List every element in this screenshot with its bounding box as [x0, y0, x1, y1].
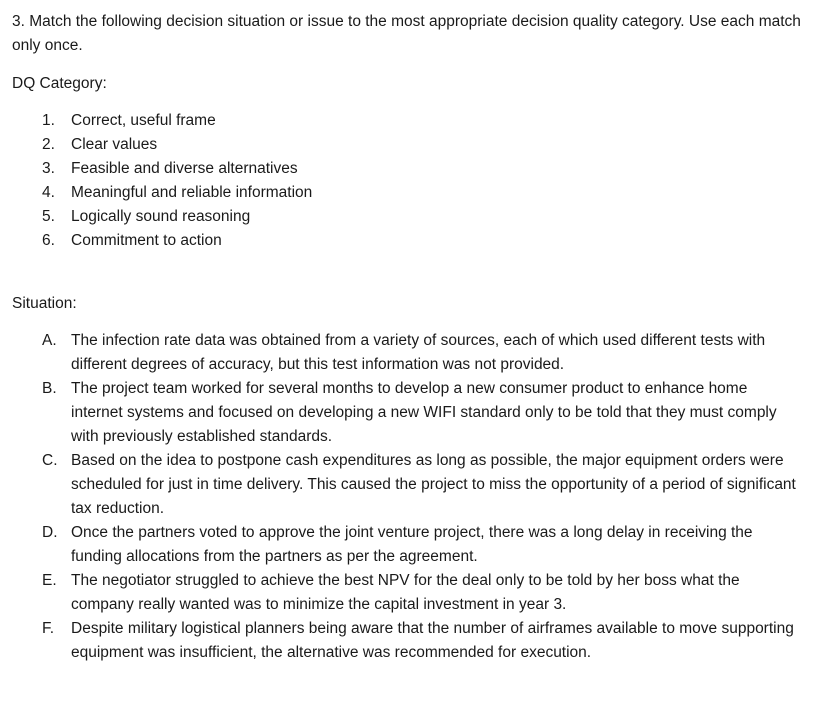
- dq-category-label: Feasible and diverse alternatives: [71, 160, 298, 177]
- list-marker: 6.: [42, 232, 55, 249]
- dq-category-label: Logically sound reasoning: [71, 208, 251, 225]
- dq-category-item: [42, 205, 312, 229]
- list-marker: A.: [42, 332, 57, 349]
- list-marker: D.: [42, 524, 58, 541]
- list-marker: E.: [42, 572, 57, 589]
- situation-text: The infection rate data was obtained from a variety of sources, each of which used different tests with different degrees of accuracy, but this test information was not provided.: [71, 332, 766, 373]
- dq-category-label: Meaningful and reliable information: [71, 184, 313, 201]
- dq-category-label: Clear values: [71, 136, 158, 153]
- dq-category-item: [42, 133, 312, 157]
- dq-category-label: Commitment to action: [71, 232, 222, 249]
- situation-heading: Situation:: [12, 295, 77, 312]
- list-marker: 4.: [42, 184, 55, 201]
- situation-text: Once the partners voted to approve the joint venture project, there was a long delay in receiving the funding allocations from the partners as per the agreement.: [71, 524, 753, 565]
- situation-item: [42, 377, 802, 449]
- situation-item: [42, 449, 802, 521]
- dq-category-heading: DQ Category:: [12, 75, 107, 92]
- list-marker: 2.: [42, 136, 55, 153]
- list-marker: 5.: [42, 208, 55, 225]
- situation-list: [42, 329, 802, 665]
- situation-item: [42, 617, 802, 665]
- dq-category-item: [42, 229, 312, 253]
- list-marker: C.: [42, 452, 58, 469]
- list-marker: 1.: [42, 112, 55, 129]
- list-marker: F.: [42, 620, 55, 637]
- situation-item: [42, 521, 802, 569]
- dq-category-item: [42, 181, 312, 205]
- situation-text: Despite military logistical planners being aware that the number of airframes available to move supporting equipment was insufficient, the alternative was recommended for execution.: [71, 620, 794, 661]
- dq-category-list: [42, 109, 312, 253]
- dq-category-item: [42, 109, 312, 133]
- situation-text: The project team worked for several months to develop a new consumer product to enhance home internet systems and focused on developing a new WIFI standard only to be told that they must comply with previously established standards.: [71, 380, 777, 445]
- list-marker: 3.: [42, 160, 55, 177]
- dq-category-item: [42, 157, 312, 181]
- list-marker: B.: [42, 380, 57, 397]
- situation-text: Based on the idea to postpone cash expenditures as long as possible, the major equipment orders were scheduled for just in time delivery. This caused the project to miss the opportunity of a period of significant tax reduction.: [71, 452, 796, 517]
- situation-item: [42, 569, 802, 617]
- dq-category-label: Correct, useful frame: [71, 112, 216, 129]
- situation-text: The negotiator struggled to achieve the best NPV for the deal only to be told by her boss what the company really wanted was to minimize the capital investment in year 3.: [71, 572, 740, 613]
- question-text: 3. Match the following decision situation or issue to the most appropriate decision quality category. Use each match only once.: [12, 13, 801, 54]
- situation-item: [42, 329, 802, 377]
